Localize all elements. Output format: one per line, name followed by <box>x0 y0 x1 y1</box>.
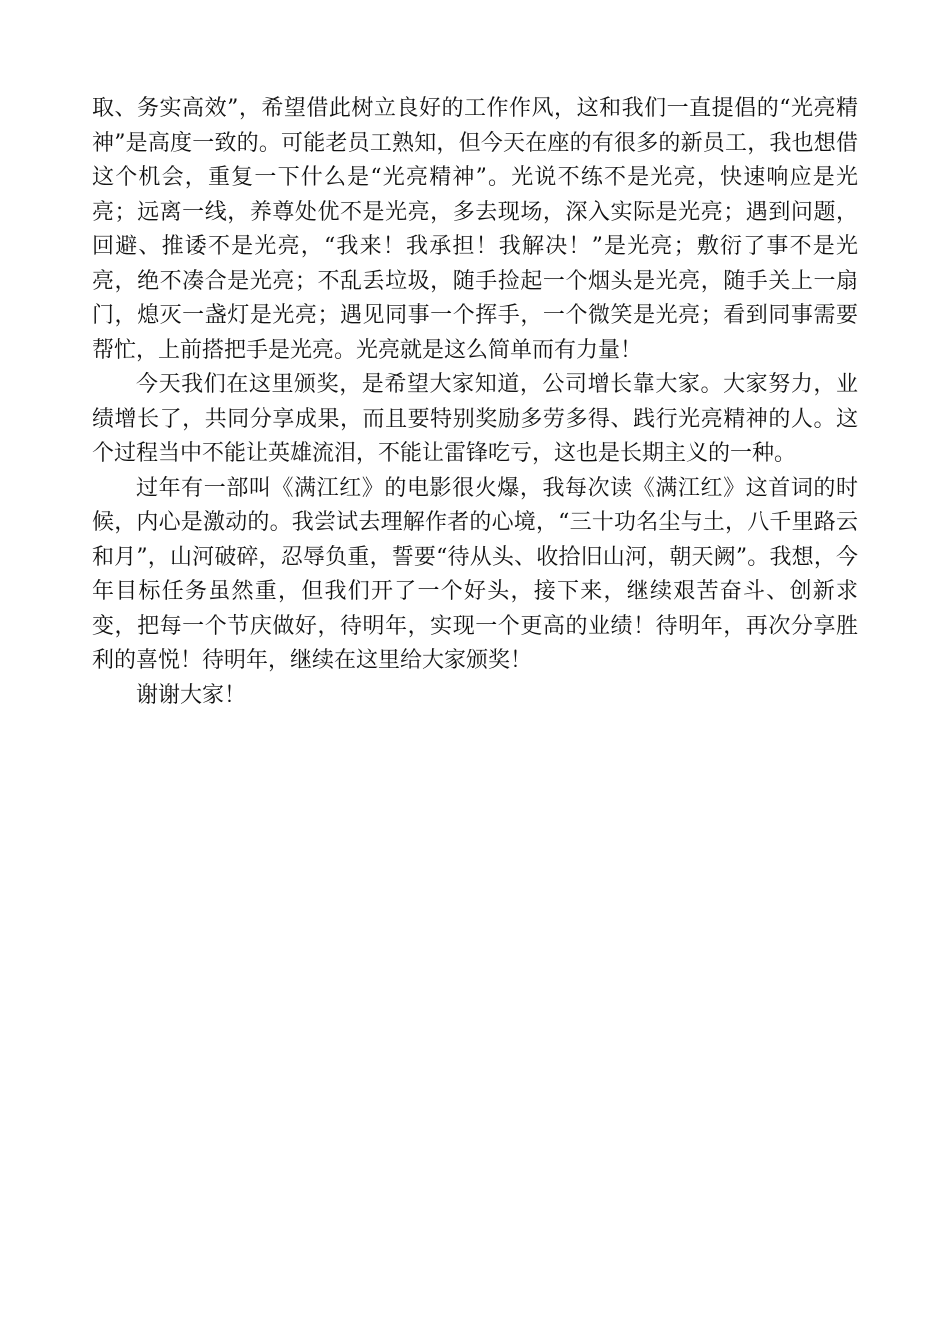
paragraph-manjianghong: 过年有一部叫《满江红》的电影很火爆，我每次读《满江红》这首词的时候，内心是激动的。我尝试去理解作者的心境，“三十功名尘与土，八千里路云和月”，山河破碎，忍辱负重，誓要“待从头、收拾旧山河，朝天阙”。我想，今年目标任务虽然重，但我们开了一个好头，接下来，继续艰苦奋斗、创新求变，把每一个节庆做好，待明年，实现一个更高的业绩！待明年，再次分享胜利的喜悦！待明年，继续在这里给大家颁奖！ <box>92 475 858 673</box>
paragraph-award: 今天我们在这里颁奖，是希望大家知道，公司增长靠大家。大家努力，业绩增长了，共同分享成果，而且要特别奖励多劳多得、践行光亮精神的人。这个过程当中不能让英雄流泪，不能让雷锋吃亏，这也是长期主义的一种。 <box>92 372 858 466</box>
document-body <box>92 92 858 713</box>
paragraph-continued: 取、务实高效”，希望借此树立良好的工作作风，这和我们一直提倡的“光亮精神”是高度一致的。可能老员工熟知，但今天在座的有很多的新员工，我也想借这个机会，重复一下什么是“光亮精神”。光说不练不是光亮，快速响应是光亮；远离一线，养尊处优不是光亮，多去现场，深入实际是光亮；遇到问题，回避、推诿不是光亮，“我来！我承担！我解决！”是光亮；敷衍了事不是光亮，绝不凑合是光亮；不乱丢垃圾，随手捡起一个烟头是光亮，随手关上一扇门，熄灭一盏灯是光亮；遇见同事一个挥手，一个微笑是光亮；看到同事需要帮忙，上前搭把手是光亮。光亮就是这么简单而有力量！ <box>92 96 858 363</box>
paragraph-closing: 谢谢大家！ <box>136 682 247 708</box>
